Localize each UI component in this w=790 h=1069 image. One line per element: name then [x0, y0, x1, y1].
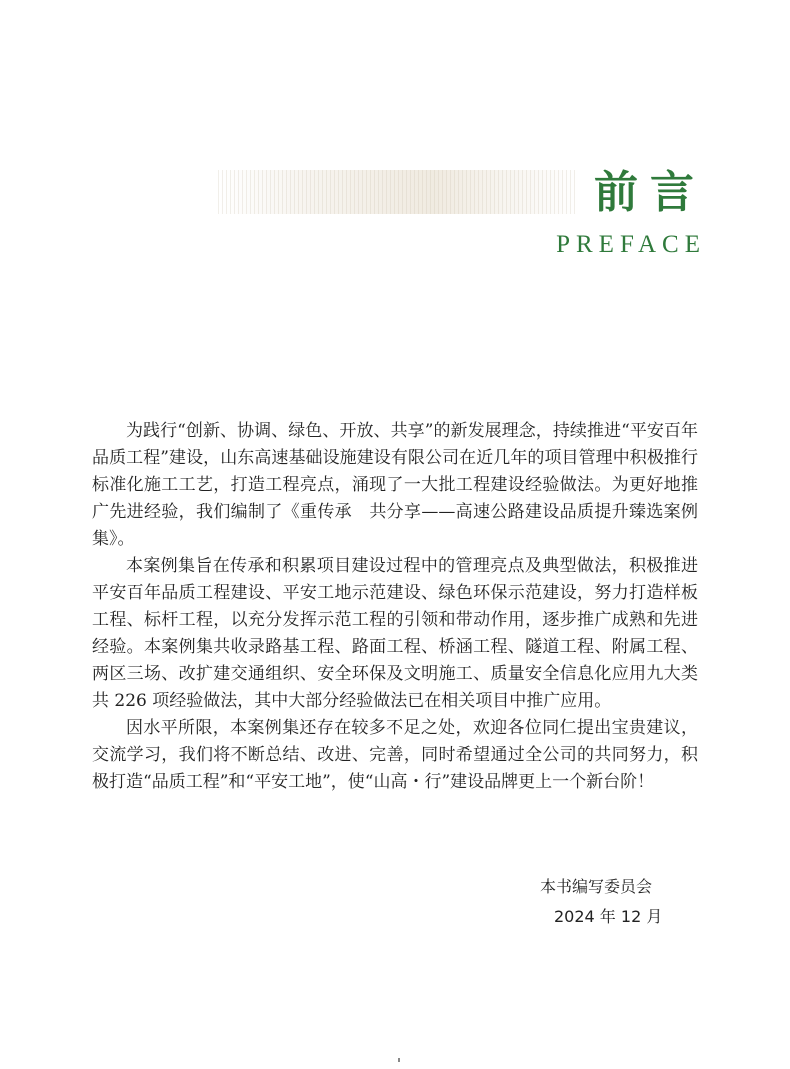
page-subtitle-en: PREFACE [556, 231, 706, 258]
page-marker [398, 1058, 400, 1062]
paragraph-3: 因水平所限，本案例集还存在较多不足之处，欢迎各位同仁提出宝贵建议，交流学习，我们将不断总结、改进、完善，同时希望通过全公司的共同努力，积极打造“品质工程”和“平安工地”，使“山高・行”建设品牌更上一个新台阶！ [92, 718, 698, 792]
page-title: 前言 [594, 167, 706, 218]
paragraph-1: 为践行“创新、协调、绿色、开放、共享”的新发展理念，持续推进“平安百年品质工程”建设，山东高速基础设施建设有限公司在近几年的项目管理中积极推行标准化施工工艺，打造工程亮点，涌现了一大批工程建设经验做法。为更好地推广先进经验，我们编制了《重传承 共分享——高速公路建设品质提升臻选案例集》。 [92, 421, 698, 549]
signature-date: 2024 年 12 月 [554, 907, 663, 926]
header-decorative-band [218, 170, 578, 214]
paragraph-2: 本案例集旨在传承和积累项目建设过程中的管理亮点及典型做法，积极推进平安百年品质工程建设、平安工地示范建设、绿色环保示范建设，努力打造样板工程、标杆工程，以充分发挥示范工程的引领和带动作用，逐步推广成熟和先进经验。本案例集共收录路基工程、路面工程、桥涵工程、隧道工程、附属工程、两区三场、改扩建交通组织、安全环保及文明施工、质量安全信息化应用九大类共 226 项经验做法，其中大部分经验做法已在相关项目中推广应用。 [92, 556, 698, 711]
signature-block [540, 872, 700, 932]
preface-body [92, 418, 698, 796]
signature-committee: 本书编写委员会 [540, 877, 653, 896]
